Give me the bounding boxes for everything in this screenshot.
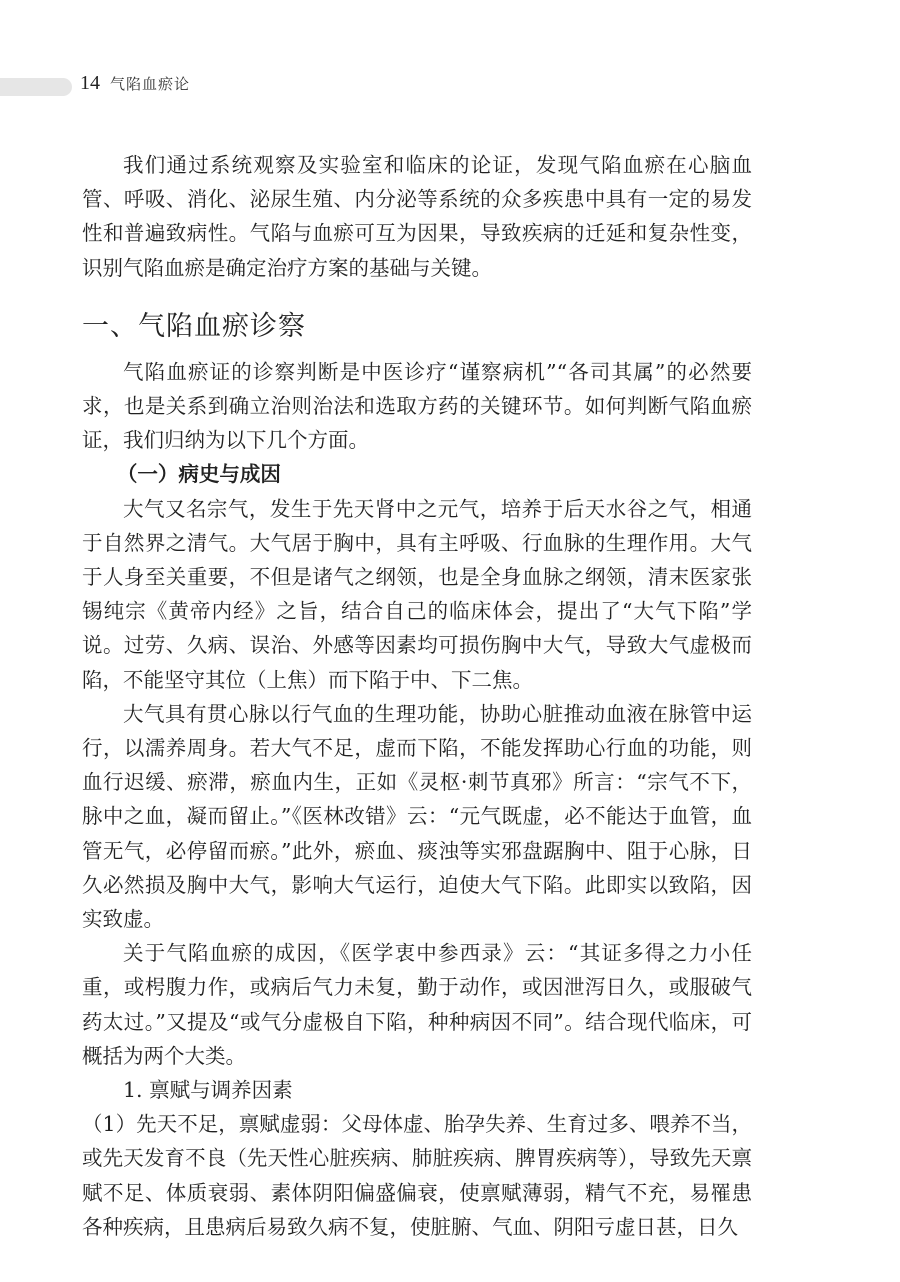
section-heading: 一、气陷血瘀诊察: [82, 310, 306, 342]
body-paragraph: 大气具有贯心脉以行气血的生理功能，协助心脏推动血液在脉管中运行，以濡养周身。若大气不足，虚而下陷，不能发挥助心行血的功能，则血行迟缓、瘀滞，瘀血内生，正如《灵枢·刺节真邪》所言：“宗气不下，脉中之血，凝而留止。”《医林改错》云：“元气既虚，必不能达于血管，血管无气，必停留而瘀。”此外，瘀血、痰浊等实邪盘踞胸中、阻于心脉，日久必然损及胸中大气，影响大气运行，迫使大气下陷。此即实以致陷，因实致虚。: [82, 701, 752, 932]
page-number: 14: [80, 72, 100, 94]
section-intro-paragraph: 气陷血瘀证的诊察判断是中医诊疗“谨察病机”“各司其属”的必然要求，也是关系到确立治则治法和选取方药的关键环节。如何判断气陷血瘀证，我们归纳为以下几个方面。: [82, 359, 752, 453]
running-title: 气陷血瘀论: [110, 75, 191, 93]
header-decoration-bar: [0, 78, 72, 96]
page-body: [82, 148, 752, 1244]
body-paragraph: 大气又名宗气，发生于先天肾中之元气，培养于后天水谷之气，相通于自然界之清气。大气居于胸中，具有主呼吸、行血脉的生理作用。大气于人身至关重要，不但是诸气之纲领，也是全身血脉之纲领，清末医家张锡纯宗《黄帝内经》之旨，结合自己的临床体会，提出了“大气下陷”学说。过劳、久病、误治、外感等因素均可损伤胸中大气，导致大气虚极而陷，不能坚守其位（上焦）而下陷于中、下二焦。: [82, 496, 752, 692]
item-heading: 1. 禀赋与调养因素: [123, 1078, 293, 1103]
list-paragraph: （1）先天不足，禀赋虚弱：父母体虚、胎孕失养、生育过多、喂养不当，或先天发育不良（先天性心脏疾病、肺脏疾病、脾胃疾病等），导致先天禀赋不足、体质衰弱、素体阴阳偏盛偏衰，使禀赋薄弱，精气不充，易罹患各种疾病，且患病后易致久病不复，使脏腑、气血、阴阳亏虚日甚，日久: [82, 1112, 752, 1239]
subsection-heading: （一）病史与成因: [116, 462, 281, 487]
body-paragraph: 关于气陷血瘀的成因，《医学衷中参西录》云：“其证多得之力小任重，或枵腹力作，或病后气力未复，勤于动作，或因泄泻日久，或服破气药太过。”又提及“或气分虚极自下陷，种种病因不同”。结合现代临床，可概括为两个大类。: [82, 941, 752, 1068]
intro-paragraph: 我们通过系统观察及实验室和临床的论证，发现气陷血瘀在心脑血管、呼吸、消化、泌尿生殖、内分泌等系统的众多疾患中具有一定的易发性和普遍致病性。气陷与血瘀可互为因果，导致疾病的迁延和复杂性变，识别气陷血瘀是确定治疗方案的基础与关键。: [82, 153, 752, 280]
page-header: [80, 72, 190, 102]
